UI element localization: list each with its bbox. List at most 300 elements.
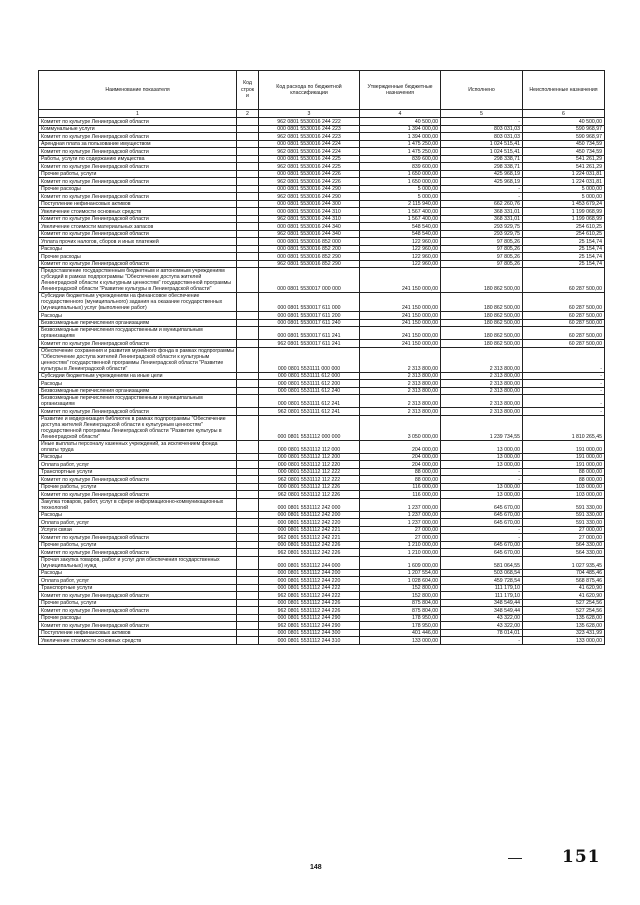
row-name: Безвозмездные перечисления государственным и муниципальным организациям	[39, 395, 237, 408]
row-name: Комитет по культуре Ленинградской области	[39, 178, 237, 186]
row-approved: 401 446,00	[360, 629, 441, 637]
row-budget-code: 962 0801 5530016 244 223	[259, 133, 360, 141]
row-approved: 875 804,00	[360, 599, 441, 607]
row-remaining: 60 287 500,00	[523, 293, 605, 312]
table-row	[39, 541, 605, 549]
row-executed: 645 670,00	[441, 519, 523, 527]
row-executed: 348 549,44	[441, 599, 523, 607]
table-row	[39, 491, 605, 499]
table-row	[39, 312, 605, 320]
row-executed: 2 313 800,00	[441, 387, 523, 395]
row-name: Субсидии бюджетным учреждениям на финансовое обеспечение государственного (муниципального) задания на оказание государственных (муниципальных) услуг (выполнение работ)	[39, 293, 237, 312]
row-executed: 645 670,00	[441, 511, 523, 519]
row-approved: 204 000,00	[360, 453, 441, 461]
row-approved: 2 313 800,00	[360, 408, 441, 416]
row-line-code	[237, 440, 259, 453]
row-line-code	[237, 476, 259, 484]
row-executed: -	[441, 468, 523, 476]
row-approved: 1 028 604,00	[360, 577, 441, 585]
row-executed: 368 331,01	[441, 215, 523, 223]
row-executed: -	[441, 118, 523, 126]
row-line-code	[237, 340, 259, 348]
row-remaining: 1 199 068,99	[523, 215, 605, 223]
row-executed: 293 929,75	[441, 223, 523, 231]
row-name: Увеличение стоимости основных средств	[39, 208, 237, 216]
table-row	[39, 483, 605, 491]
row-budget-code: 000 0801 5531111 612 000	[259, 372, 360, 380]
row-executed: 43 322,00	[441, 614, 523, 622]
row-line-code	[237, 268, 259, 293]
row-budget-code: 000 0801 5531112 244 200	[259, 569, 360, 577]
row-name: Комитет по культуре Ленинградской области	[39, 260, 237, 268]
table-row	[39, 208, 605, 216]
table-row	[39, 215, 605, 223]
table-row	[39, 556, 605, 569]
row-remaining: 1 810 265,45	[523, 415, 605, 440]
row-approved: 1 394 000,00	[360, 133, 441, 141]
row-name: Развитие и модернизация библиотек в рамках подпрограммы "Обеспечение доступа жителей Ленинградской области к культурным ценностям" государственной программы Ленинградской области "Развитие культуры в Ленинградской области"	[39, 415, 237, 440]
row-approved: 178 950,00	[360, 614, 441, 622]
table-row	[39, 569, 605, 577]
row-name: Поступление нефинансовых активов	[39, 200, 237, 208]
row-executed: 293 929,75	[441, 230, 523, 238]
row-remaining: 103 000,00	[523, 483, 605, 491]
row-line-code	[237, 245, 259, 253]
row-remaining: 5 000,00	[523, 185, 605, 193]
row-name: Прочие работы, услуги	[39, 599, 237, 607]
col-number: 3	[259, 110, 360, 118]
table-row	[39, 268, 605, 293]
row-remaining: 1 199 068,99	[523, 208, 605, 216]
row-remaining: 564 330,00	[523, 549, 605, 557]
row-name: Комитет по культуре Ленинградской области	[39, 133, 237, 141]
table-row	[39, 125, 605, 133]
row-executed: 78 014,01	[441, 629, 523, 637]
row-executed: 97 805,26	[441, 253, 523, 261]
row-line-code	[237, 372, 259, 380]
row-name: Прочие работы, услуги	[39, 170, 237, 178]
row-name: Расходы	[39, 380, 237, 388]
row-budget-code: 000 0801 5531112 242 221	[259, 526, 360, 534]
row-remaining: 60 287 500,00	[523, 268, 605, 293]
row-budget-code: 000 0801 5530016 852 200	[259, 245, 360, 253]
table-row	[39, 592, 605, 600]
header-executed: Исполнено	[441, 71, 523, 110]
row-name: Оплата работ, услуг	[39, 519, 237, 527]
table-row	[39, 193, 605, 201]
row-executed: 348 549,44	[441, 607, 523, 615]
row-executed: -	[441, 534, 523, 542]
row-name: Прочая закупка товаров, работ и услуг для обеспечения государственных (муниципальных) нужд	[39, 556, 237, 569]
row-approved: 241 150 000,00	[360, 268, 441, 293]
row-remaining: -	[523, 387, 605, 395]
row-approved: 122 960,00	[360, 245, 441, 253]
row-budget-code: 000 0801 5531112 000 000	[259, 415, 360, 440]
row-name: Арендная плата за пользование имуществом	[39, 140, 237, 148]
row-budget-code: 000 0801 5531112 242 200	[259, 511, 360, 519]
row-remaining: -	[523, 408, 605, 416]
table-row	[39, 476, 605, 484]
row-remaining: 41 620,90	[523, 584, 605, 592]
row-name: Расходы	[39, 245, 237, 253]
table-row	[39, 461, 605, 469]
table-row	[39, 387, 605, 395]
row-budget-code: 000 0801 5530017 000 000	[259, 268, 360, 293]
row-approved: 2 313 800,00	[360, 380, 441, 388]
row-executed: 13 000,00	[441, 491, 523, 499]
row-remaining: 590 968,97	[523, 125, 605, 133]
row-remaining: 591 330,00	[523, 511, 605, 519]
row-approved: 1 237 000,00	[360, 519, 441, 527]
row-approved: 204 000,00	[360, 440, 441, 453]
table-row	[39, 526, 605, 534]
row-approved: 1 394 000,00	[360, 125, 441, 133]
row-name: Расходы	[39, 569, 237, 577]
row-approved: 1 210 000,00	[360, 549, 441, 557]
row-remaining: 60 287 500,00	[523, 312, 605, 320]
row-approved: 5 000,00	[360, 185, 441, 193]
row-executed: 1 239 734,55	[441, 415, 523, 440]
table-row	[39, 170, 605, 178]
row-line-code	[237, 215, 259, 223]
table-row	[39, 245, 605, 253]
col-number: 4	[360, 110, 441, 118]
row-line-code	[237, 387, 259, 395]
row-executed: 111 179,10	[441, 592, 523, 600]
row-approved: 204 000,00	[360, 461, 441, 469]
row-line-code	[237, 178, 259, 186]
header-approved: Утвержденные бюджетные назначения	[360, 71, 441, 110]
row-line-code	[237, 526, 259, 534]
row-name: Комитет по культуре Ленинградской области	[39, 163, 237, 171]
table-row	[39, 223, 605, 231]
row-executed: 662 260,76	[441, 200, 523, 208]
row-name: Комитет по культуре Ленинградской области	[39, 230, 237, 238]
row-remaining: 568 875,46	[523, 577, 605, 585]
row-name: Комитет по культуре Ленинградской области	[39, 592, 237, 600]
row-budget-code: 962 0801 5531112 112 226	[259, 491, 360, 499]
row-budget-code: 000 0801 5531112 112 220	[259, 461, 360, 469]
table-row	[39, 253, 605, 261]
table-row	[39, 133, 605, 141]
row-approved: 2 313 800,00	[360, 347, 441, 372]
row-executed: 368 331,01	[441, 208, 523, 216]
row-budget-code: 000 0801 5530016 244 225	[259, 155, 360, 163]
row-name: Предоставление государственным бюджетным и автономным учреждениям субсидий в рамках подпрограммы "Обеспечение доступа жителей Ленинградской области к культурным ценностям" государственной программы Ленинградской области "Развитие культуры в Ленинградской области"	[39, 268, 237, 293]
row-remaining: 541 261,29	[523, 163, 605, 171]
row-line-code	[237, 534, 259, 542]
row-name: Комитет по культуре Ленинградской области	[39, 118, 237, 126]
row-remaining: 88 000,00	[523, 468, 605, 476]
row-approved: 2 313 800,00	[360, 387, 441, 395]
row-remaining: 254 610,25	[523, 223, 605, 231]
page-number: 148	[310, 864, 322, 871]
row-budget-code: 962 0801 5531112 244 222	[259, 592, 360, 600]
row-remaining: 323 431,99	[523, 629, 605, 637]
row-executed: 97 805,26	[441, 238, 523, 246]
table-row	[39, 148, 605, 156]
row-line-code	[237, 148, 259, 156]
budget-table	[38, 70, 605, 645]
row-name: Безвозмездные перечисления организациям	[39, 387, 237, 395]
row-budget-code: 000 0801 5531112 242 226	[259, 541, 360, 549]
row-remaining: 5 000,00	[523, 193, 605, 201]
table-row	[39, 200, 605, 208]
row-budget-code: 000 0801 5531112 112 222	[259, 468, 360, 476]
row-budget-code: 000 0801 5531112 244 222	[259, 584, 360, 592]
row-line-code	[237, 163, 259, 171]
row-budget-code: 962 0801 5530016 244 290	[259, 193, 360, 201]
row-remaining: 704 485,46	[523, 569, 605, 577]
row-executed: 645 670,00	[441, 498, 523, 511]
row-name: Прочие расходы	[39, 614, 237, 622]
row-budget-code: 000 0801 5530016 244 340	[259, 223, 360, 231]
row-budget-code: 962 0801 5531112 244 226	[259, 607, 360, 615]
row-executed: 97 805,26	[441, 260, 523, 268]
row-approved: 1 650 000,00	[360, 178, 441, 186]
row-line-code	[237, 541, 259, 549]
table-row	[39, 408, 605, 416]
row-line-code	[237, 637, 259, 645]
row-budget-code: 000 0801 5531111 612 240	[259, 387, 360, 395]
row-approved: 548 540,00	[360, 223, 441, 231]
row-line-code	[237, 185, 259, 193]
row-line-code	[237, 200, 259, 208]
row-line-code	[237, 133, 259, 141]
row-remaining: 60 287 500,00	[523, 319, 605, 327]
row-line-code	[237, 118, 259, 126]
row-name: Субсидии бюджетным учреждениям на иные цели	[39, 372, 237, 380]
row-remaining: 133 000,00	[523, 637, 605, 645]
row-budget-code: 962 0801 5530016 244 340	[259, 230, 360, 238]
row-executed: 13 000,00	[441, 453, 523, 461]
row-name: Увеличение стоимости основных средств	[39, 637, 237, 645]
row-name: Безвозмездные перечисления государственным и муниципальным организациям	[39, 327, 237, 340]
table-row	[39, 534, 605, 542]
table-row	[39, 577, 605, 585]
row-budget-code: 000 0801 5531112 244 220	[259, 577, 360, 585]
col-number: 1	[39, 110, 237, 118]
row-remaining: 541 261,29	[523, 155, 605, 163]
row-name: Комитет по культуре Ленинградской области	[39, 193, 237, 201]
row-line-code	[237, 319, 259, 327]
col-number: 6	[523, 110, 605, 118]
row-remaining: 191 000,00	[523, 440, 605, 453]
row-name: Комитет по культуре Ленинградской области	[39, 534, 237, 542]
row-budget-code: 000 0801 5531111 000 000	[259, 347, 360, 372]
row-approved: 1 475 250,00	[360, 140, 441, 148]
row-line-code	[237, 208, 259, 216]
row-name: Прочие работы, услуги	[39, 483, 237, 491]
row-line-code	[237, 629, 259, 637]
row-remaining: -	[523, 380, 605, 388]
row-line-code	[237, 569, 259, 577]
stamp-number: 151	[562, 847, 601, 867]
row-executed: 2 313 800,00	[441, 372, 523, 380]
row-line-code	[237, 140, 259, 148]
row-remaining: 450 734,59	[523, 140, 605, 148]
row-executed: 1 024 515,41	[441, 148, 523, 156]
row-remaining: 40 500,00	[523, 118, 605, 126]
row-approved: 3 050 000,00	[360, 415, 441, 440]
row-executed: 503 068,54	[441, 569, 523, 577]
row-name: Иные выплаты персоналу казенных учреждений, за исключением фонда оплаты труда	[39, 440, 237, 453]
table-row	[39, 238, 605, 246]
row-approved: 1 210 000,00	[360, 541, 441, 549]
row-name: Транспортные услуги	[39, 468, 237, 476]
row-remaining: 527 254,56	[523, 599, 605, 607]
row-line-code	[237, 468, 259, 476]
row-executed: 180 862 500,00	[441, 268, 523, 293]
row-remaining: 135 628,00	[523, 614, 605, 622]
row-executed: 298 338,71	[441, 163, 523, 171]
table-row	[39, 185, 605, 193]
row-budget-code: 962 0801 5530016 244 310	[259, 215, 360, 223]
row-budget-code: 000 0801 5530016 244 290	[259, 185, 360, 193]
row-approved: 875 804,00	[360, 607, 441, 615]
table-row	[39, 519, 605, 527]
row-remaining: 135 628,00	[523, 622, 605, 630]
row-budget-code: 000 0801 5531112 244 000	[259, 556, 360, 569]
row-budget-code: 000 0801 5530017 611 240	[259, 319, 360, 327]
row-executed: 2 313 800,00	[441, 380, 523, 388]
row-remaining: 25 154,74	[523, 245, 605, 253]
table-row	[39, 347, 605, 372]
row-line-code	[237, 380, 259, 388]
row-line-code	[237, 622, 259, 630]
table-row	[39, 319, 605, 327]
row-line-code	[237, 193, 259, 201]
row-name: Прочие расходы	[39, 185, 237, 193]
row-line-code	[237, 519, 259, 527]
row-name: Комитет по культуре Ленинградской области	[39, 622, 237, 630]
row-budget-code: 962 0801 5530016 244 226	[259, 178, 360, 186]
row-approved: 241 150 000,00	[360, 327, 441, 340]
table-row	[39, 260, 605, 268]
row-approved: 1 237 000,00	[360, 498, 441, 511]
row-approved: 1 609 000,00	[360, 556, 441, 569]
row-line-code	[237, 312, 259, 320]
row-name: Расходы	[39, 453, 237, 461]
row-remaining: 590 968,97	[523, 133, 605, 141]
row-approved: 88 000,00	[360, 468, 441, 476]
row-budget-code: 000 0801 5531112 112 000	[259, 440, 360, 453]
row-executed: 425 968,19	[441, 170, 523, 178]
table-row	[39, 622, 605, 630]
row-name: Закупка товаров, работ, услуг в сфере информационно-коммуникационных технологий	[39, 498, 237, 511]
row-budget-code: 000 0801 5531112 244 290	[259, 614, 360, 622]
row-line-code	[237, 592, 259, 600]
row-name: Транспортные услуги	[39, 584, 237, 592]
row-approved: 116 000,00	[360, 491, 441, 499]
row-approved: 116 000,00	[360, 483, 441, 491]
row-line-code	[237, 498, 259, 511]
table-row	[39, 468, 605, 476]
row-approved: 1 650 000,00	[360, 170, 441, 178]
row-line-code	[237, 483, 259, 491]
table-row	[39, 372, 605, 380]
row-executed: 425 968,19	[441, 178, 523, 186]
table-row	[39, 163, 605, 171]
row-approved: 5 000,00	[360, 193, 441, 201]
row-remaining: 191 000,00	[523, 461, 605, 469]
row-name: Увеличение стоимости материальных запасов	[39, 223, 237, 231]
row-budget-code: 962 0801 5530016 244 224	[259, 148, 360, 156]
table-row	[39, 340, 605, 348]
row-executed: 13 000,00	[441, 461, 523, 469]
row-line-code	[237, 238, 259, 246]
row-approved: 122 960,00	[360, 253, 441, 261]
col-number: 5	[441, 110, 523, 118]
row-line-code	[237, 408, 259, 416]
row-line-code	[237, 155, 259, 163]
row-budget-code: 962 0801 5531112 112 222	[259, 476, 360, 484]
row-remaining: -	[523, 347, 605, 372]
row-remaining: 27 000,00	[523, 534, 605, 542]
row-executed: 180 862 500,00	[441, 293, 523, 312]
header-budget-code: Код расхода по бюджетной классификации	[259, 71, 360, 110]
row-remaining: 60 287 500,00	[523, 327, 605, 340]
row-budget-code: 962 0801 5531111 612 241	[259, 408, 360, 416]
row-name: Комитет по культуре Ленинградской области	[39, 476, 237, 484]
row-name: Комитет по культуре Ленинградской области	[39, 148, 237, 156]
header-row	[39, 71, 605, 110]
row-approved: 133 000,00	[360, 637, 441, 645]
row-executed: 459 728,54	[441, 577, 523, 585]
row-budget-code: 962 0801 5531112 242 226	[259, 549, 360, 557]
row-executed: -	[441, 526, 523, 534]
row-budget-code: 000 0801 5530016 244 300	[259, 200, 360, 208]
table-row	[39, 629, 605, 637]
row-approved: 122 960,00	[360, 238, 441, 246]
table-row	[39, 584, 605, 592]
row-budget-code: 000 0801 5530016 244 224	[259, 140, 360, 148]
row-approved: 27 000,00	[360, 526, 441, 534]
row-line-code	[237, 260, 259, 268]
row-name: Комитет по культуре Ленинградской области	[39, 340, 237, 348]
table-row	[39, 155, 605, 163]
row-approved: 241 150 000,00	[360, 319, 441, 327]
row-budget-code: 962 0801 5531112 242 221	[259, 534, 360, 542]
row-approved: 152 800,00	[360, 584, 441, 592]
table-row	[39, 549, 605, 557]
row-line-code	[237, 230, 259, 238]
row-executed: 97 805,26	[441, 245, 523, 253]
table-row	[39, 415, 605, 440]
table-row	[39, 614, 605, 622]
row-remaining: -	[523, 372, 605, 380]
col-number: 2	[237, 110, 259, 118]
row-executed: 43 322,00	[441, 622, 523, 630]
row-line-code	[237, 453, 259, 461]
row-budget-code: 000 0801 5531112 244 226	[259, 599, 360, 607]
row-executed: 803 031,03	[441, 125, 523, 133]
row-executed: 645 670,00	[441, 549, 523, 557]
row-line-code	[237, 491, 259, 499]
row-remaining: 1 027 935,45	[523, 556, 605, 569]
row-line-code	[237, 549, 259, 557]
table-body	[39, 118, 605, 645]
row-name: Прочие работы, услуги	[39, 541, 237, 549]
row-line-code	[237, 584, 259, 592]
row-executed: 13 000,00	[441, 440, 523, 453]
row-name: Прочие расходы	[39, 253, 237, 261]
header-name: Наименование показателя	[39, 71, 237, 110]
row-budget-code: 000 0801 5530016 244 310	[259, 208, 360, 216]
row-approved: 241 150 000,00	[360, 340, 441, 348]
row-approved: 1 475 250,00	[360, 148, 441, 156]
row-budget-code: 000 0801 5531112 242 000	[259, 498, 360, 511]
